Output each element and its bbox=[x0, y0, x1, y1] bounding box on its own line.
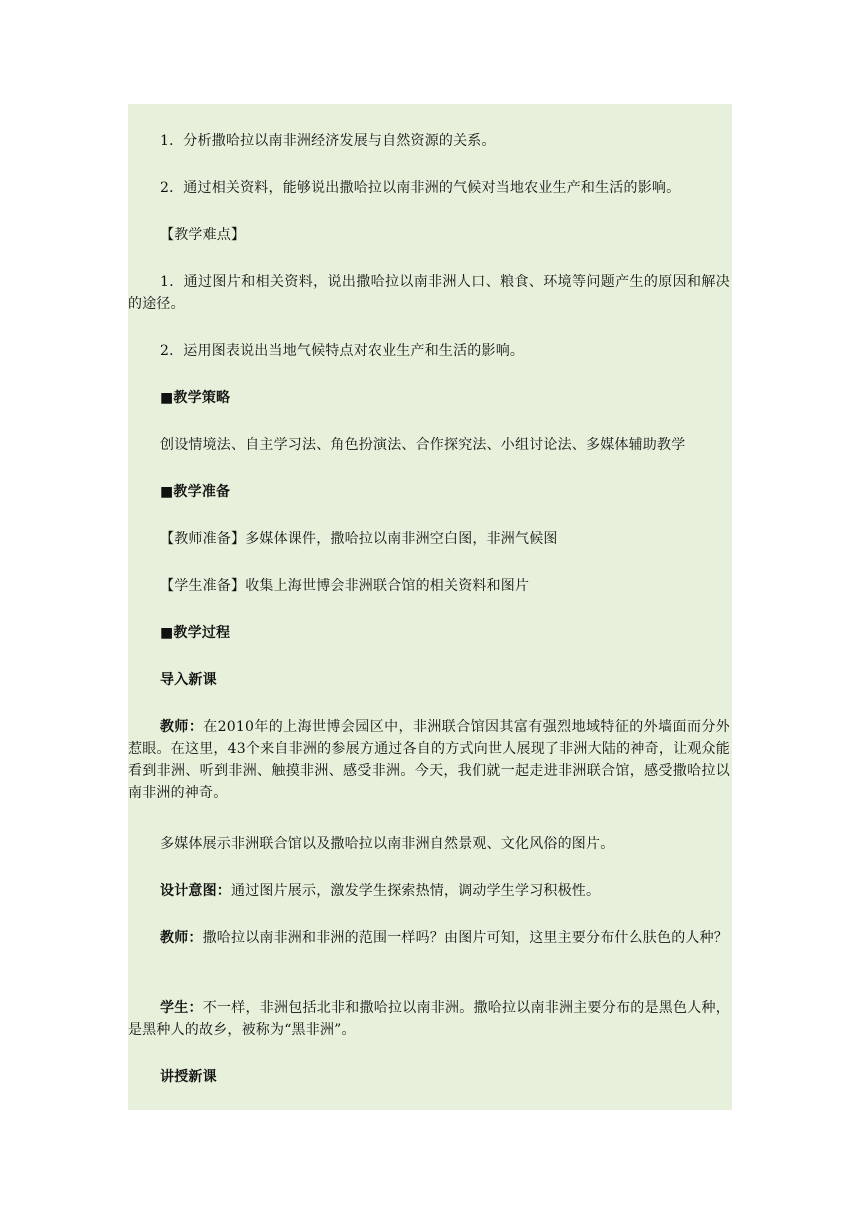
objective-1: 1．分析撒哈拉以南非洲经济发展与自然资源的关系。 bbox=[160, 133, 496, 149]
intro-heading: 导入新课 bbox=[160, 672, 217, 688]
teacher-intro-text: 在2010年的上海世博会园区中，非洲联合馆因其富有强烈地域特征的外墙面而分外惹眼。在这里，43个来自非洲的参展方通过各自的方式向世人展现了非洲大陆的神奇，让观众能看到非洲、听到非洲、触摸非洲、感受非洲。今天，我们就一起走进非洲联合馆，感受撒哈拉以南非洲的神奇。 bbox=[128, 719, 730, 801]
student-label: 学生： bbox=[160, 1000, 203, 1016]
strategy-text: 创设情境法、自主学习法、角色扮演法、合作探究法、小组讨论法、多媒体辅助教学 bbox=[160, 437, 686, 453]
difficulty-1: 1．通过图片和相关资料，说出撒哈拉以南非洲人口、粮食、环境等问题产生的原因和解决的途径。 bbox=[128, 274, 730, 312]
student-answer-paragraph bbox=[128, 997, 732, 1041]
strategy-heading: ■教学策略 bbox=[160, 390, 231, 406]
preparation-heading: ■教学准备 bbox=[160, 484, 231, 500]
process-heading: ■教学过程 bbox=[160, 625, 231, 641]
teacher-question-text: 撒哈拉以南非洲和非洲的范围一样吗？由图片可知，这里主要分布什么肤色的人种？ bbox=[202, 930, 729, 946]
teacher-intro-paragraph bbox=[128, 716, 732, 804]
design-intent-text: 通过图片展示，激发学生探索热情，调动学生学习积极性。 bbox=[231, 883, 601, 899]
teacher-label: 教师： bbox=[160, 930, 203, 946]
teacher-preparation: 【教师准备】多媒体课件，撒哈拉以南非洲空白图，非洲气候图 bbox=[160, 531, 558, 547]
document-panel bbox=[128, 104, 732, 1110]
objective-2: 2．通过相关资料，能够说出撒哈拉以南非洲的气候对当地农业生产和生活的影响。 bbox=[160, 180, 681, 196]
teacher-question-paragraph bbox=[128, 927, 732, 949]
difficulty-2: 2．运用图表说出当地气候特点对农业生产和生活的影响。 bbox=[160, 343, 525, 359]
new-lesson-heading: 讲授新课 bbox=[160, 1069, 217, 1085]
student-answer-text: 不一样，非洲包括北非和撒哈拉以南非洲。撒哈拉以南非洲主要分布的是黑色人种，是黑种人的故乡，被称为“黑非洲”。 bbox=[128, 1000, 730, 1038]
teacher-label: 教师： bbox=[160, 719, 204, 735]
media-display-text: 多媒体展示非洲联合馆以及撒哈拉以南非洲自然景观、文化风俗的图片。 bbox=[160, 836, 615, 852]
design-intent-label: 设计意图： bbox=[160, 883, 231, 899]
design-intent-paragraph bbox=[128, 880, 732, 902]
student-preparation: 【学生准备】收集上海世博会非洲联合馆的相关资料和图片 bbox=[160, 578, 530, 594]
difficulty-heading: 【教学难点】 bbox=[160, 227, 246, 243]
